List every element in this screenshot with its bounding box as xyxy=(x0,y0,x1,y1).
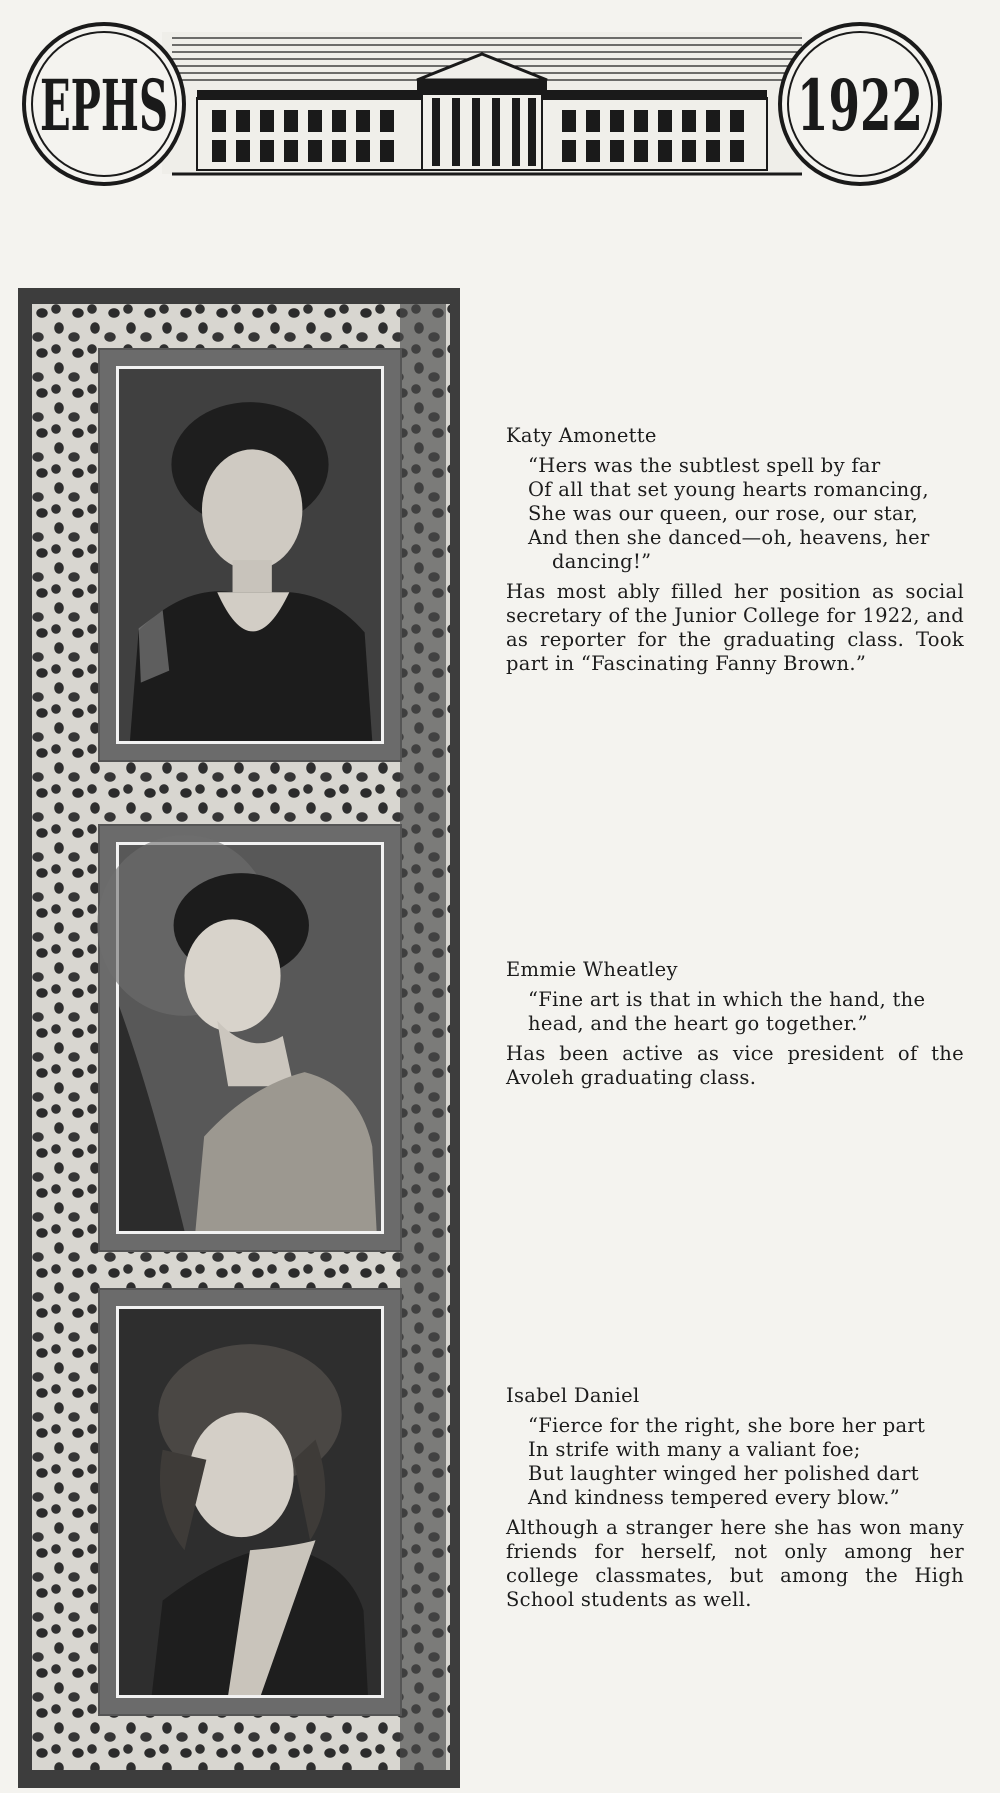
quote-line: “Fine art is that in which the hand, the xyxy=(528,988,926,1011)
photo-frame-2 xyxy=(100,826,400,1250)
quote-line: She was our queen, our rose, our star, xyxy=(528,502,918,525)
monogram-left-seal xyxy=(24,24,184,184)
student-entry-2 xyxy=(506,958,964,1090)
monogram-left-text: EPHS xyxy=(40,64,168,147)
photo-frame-1 xyxy=(100,350,400,760)
student-name-3: Isabel Daniel xyxy=(506,1384,640,1407)
monogram-right-text: 1922 xyxy=(797,64,923,147)
quote-line: In strife with many a valiant foe; xyxy=(528,1438,861,1461)
portrait-photo-2 xyxy=(116,842,384,1234)
quote-line: But laughter winged her polished dart xyxy=(528,1462,919,1485)
quote-line: dancing!” xyxy=(552,550,652,573)
quote-line: “Hers was the subtlest spell by far xyxy=(528,454,881,477)
student-quote-1 xyxy=(506,454,964,574)
panel-edge-strip xyxy=(400,304,446,1770)
header-banner xyxy=(22,18,944,188)
student-bio-2: Has been active as vice president of the Avoleh graduating class. xyxy=(506,1042,964,1089)
portrait-photo-1 xyxy=(116,366,384,744)
student-entry-1 xyxy=(506,424,964,676)
quote-line: Of all that set young hearts romancing, xyxy=(528,478,929,501)
student-bio-1: Has most ably filled her position as social secretary of the Junior College for 1922, and as reporter for the graduating class. Took part in “Fascinating Fanny Brown.” xyxy=(506,580,964,675)
photo-frame-3 xyxy=(100,1290,400,1714)
portrait-photo-3 xyxy=(116,1306,384,1698)
student-bio-3: Although a stranger here she has won many friends for herself, not only among her college classmates, but among the High School students as well. xyxy=(506,1516,964,1611)
student-quote-3 xyxy=(506,1414,964,1510)
student-entry-3 xyxy=(506,1384,964,1612)
quote-line: head, and the heart go together.” xyxy=(528,1012,868,1035)
student-quote-2 xyxy=(506,988,964,1036)
quote-line: And kindness tempered every blow.” xyxy=(528,1486,900,1509)
monogram-right-seal xyxy=(780,24,940,184)
quote-line: “Fierce for the right, she bore her part xyxy=(528,1414,926,1437)
student-name-1: Katy Amonette xyxy=(506,424,657,447)
quote-line: And then she danced—oh, heavens, her xyxy=(528,526,930,549)
student-name-2: Emmie Wheatley xyxy=(506,958,678,981)
photo-panel xyxy=(18,288,460,1788)
